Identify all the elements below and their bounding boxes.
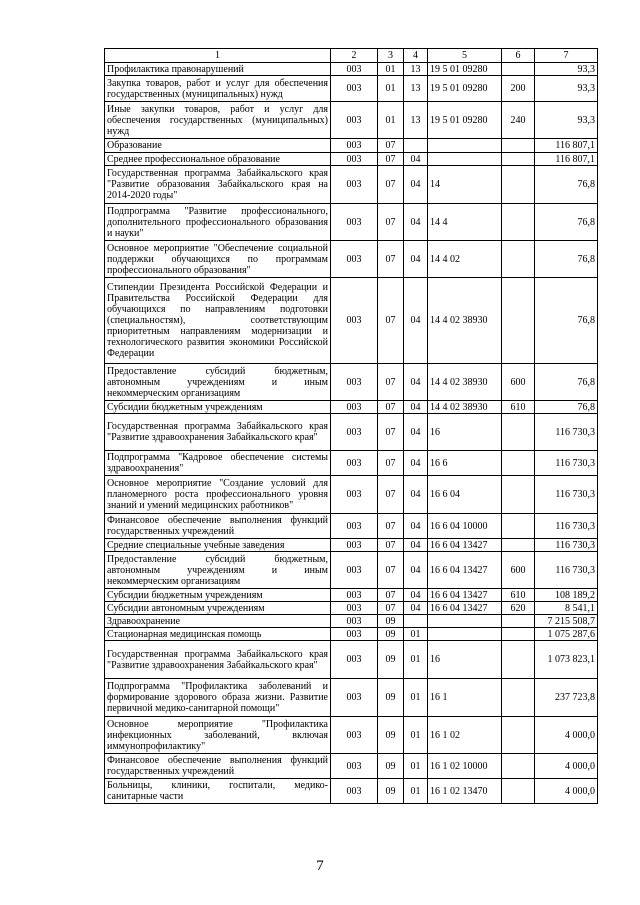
target-article-cell: 16 6 04 13427 <box>428 589 502 602</box>
subsection-code-cell: 01 <box>404 641 428 679</box>
ministry-code-cell: 003 <box>331 139 378 153</box>
section-code-cell: 09 <box>378 641 404 679</box>
item-name-cell: Государственная программа Забайкальского края "Развитие образования Забайкальского края на 2014-2020 годы" <box>105 166 331 204</box>
expense-type-cell <box>502 451 535 476</box>
item-name-cell: Субсидии бюджетным учреждениям <box>105 589 331 602</box>
expense-type-cell <box>502 779 535 804</box>
ministry-code-cell: 003 <box>331 241 378 278</box>
expense-type-cell <box>502 628 535 641</box>
table-row <box>105 589 598 602</box>
amount-cell: 76,8 <box>535 166 598 204</box>
section-code-cell: 09 <box>378 615 404 628</box>
ministry-code-cell: 003 <box>331 63 378 76</box>
section-code-cell: 01 <box>378 63 404 76</box>
target-article-cell <box>428 153 502 166</box>
ministry-code-cell: 003 <box>331 102 378 139</box>
ministry-code-cell: 003 <box>331 615 378 628</box>
subsection-code-cell: 01 <box>404 754 428 779</box>
header-cell: 3 <box>378 49 404 63</box>
target-article-cell: 16 <box>428 641 502 679</box>
budget-table <box>104 48 598 804</box>
expense-type-cell: 620 <box>502 602 535 615</box>
expense-type-cell <box>502 278 535 364</box>
target-article-cell <box>428 628 502 641</box>
target-article-cell: 16 6 04 13427 <box>428 539 502 552</box>
subsection-code-cell: 13 <box>404 76 428 102</box>
target-article-cell: 16 <box>428 414 502 451</box>
table-row <box>105 476 598 514</box>
section-code-cell: 01 <box>378 76 404 102</box>
section-code-cell: 07 <box>378 476 404 514</box>
table-row <box>105 628 598 641</box>
section-code-cell: 09 <box>378 754 404 779</box>
section-code-cell: 07 <box>378 139 404 153</box>
subsection-code-cell: 01 <box>404 679 428 717</box>
item-name-cell: Закупка товаров, работ и услуг для обеспечения государственных (муниципальных) нужд <box>105 76 331 102</box>
table-row <box>105 414 598 451</box>
header-cell: 7 <box>535 49 598 63</box>
item-name-cell: Больницы, клиники, госпитали, медико-санитарные части <box>105 779 331 804</box>
section-code-cell: 07 <box>378 602 404 615</box>
item-name-cell: Основное мероприятие "Создание условий для планомерного роста профессионального уровня знаний и умений медицинских работников" <box>105 476 331 514</box>
subsection-code-cell: 04 <box>404 552 428 589</box>
expense-type-cell: 240 <box>502 102 535 139</box>
header-cell: 6 <box>502 49 535 63</box>
table-row <box>105 204 598 241</box>
expense-type-cell: 600 <box>502 552 535 589</box>
subsection-code-cell: 04 <box>404 401 428 414</box>
amount-cell: 116 730,3 <box>535 539 598 552</box>
amount-cell: 108 189,2 <box>535 589 598 602</box>
item-name-cell: Предоставление субсидий бюджетным, автономным учреждениям и иным некоммерческим организациям <box>105 552 331 589</box>
expense-type-cell: 610 <box>502 401 535 414</box>
subsection-code-cell: 04 <box>404 476 428 514</box>
table-row <box>105 641 598 679</box>
subsection-code-cell <box>404 615 428 628</box>
target-article-cell: 16 6 04 13427 <box>428 602 502 615</box>
amount-cell: 76,8 <box>535 364 598 401</box>
amount-cell: 93,3 <box>535 63 598 76</box>
table-row <box>105 779 598 804</box>
section-code-cell: 07 <box>378 153 404 166</box>
amount-cell: 7 215 508,7 <box>535 615 598 628</box>
amount-cell: 116 807,1 <box>535 139 598 153</box>
ministry-code-cell: 003 <box>331 451 378 476</box>
amount-cell: 8 541,1 <box>535 602 598 615</box>
item-name-cell: Иные закупки товаров, работ и услуг для обеспечения государственных (муниципальных) нужд <box>105 102 331 139</box>
ministry-code-cell: 003 <box>331 589 378 602</box>
subsection-code-cell: 04 <box>404 364 428 401</box>
amount-cell: 4 000,0 <box>535 779 598 804</box>
amount-cell: 4 000,0 <box>535 754 598 779</box>
ministry-code-cell: 003 <box>331 602 378 615</box>
ministry-code-cell: 003 <box>331 204 378 241</box>
item-name-cell: Стационарная медицинская помощь <box>105 628 331 641</box>
target-article-cell: 16 6 04 <box>428 476 502 514</box>
item-name-cell: Образование <box>105 139 331 153</box>
item-name-cell: Профилактика правонарушений <box>105 63 331 76</box>
header-cell: 1 <box>105 49 331 63</box>
target-article-cell: 14 4 02 38930 <box>428 278 502 364</box>
expense-type-cell: 200 <box>502 76 535 102</box>
expense-type-cell <box>502 204 535 241</box>
amount-cell: 76,8 <box>535 401 598 414</box>
section-code-cell: 01 <box>378 102 404 139</box>
amount-cell: 116 730,3 <box>535 451 598 476</box>
item-name-cell: Основное мероприятие "Профилактика инфекционных заболеваний, включая иммунопрофилактику" <box>105 717 331 754</box>
section-code-cell: 09 <box>378 717 404 754</box>
amount-cell: 116 730,3 <box>535 514 598 539</box>
subsection-code-cell: 04 <box>404 278 428 364</box>
table-row <box>105 364 598 401</box>
item-name-cell: Предоставление субсидий бюджетным, автономным учреждениям и иным некоммерческим организациям <box>105 364 331 401</box>
target-article-cell <box>428 615 502 628</box>
expense-type-cell <box>502 63 535 76</box>
expense-type-cell <box>502 241 535 278</box>
section-code-cell: 09 <box>378 628 404 641</box>
amount-cell: 93,3 <box>535 76 598 102</box>
ministry-code-cell: 003 <box>331 539 378 552</box>
amount-cell: 116 730,3 <box>535 414 598 451</box>
table-row <box>105 76 598 102</box>
table-row <box>105 679 598 717</box>
subsection-code-cell: 13 <box>404 102 428 139</box>
table-row <box>105 552 598 589</box>
section-code-cell: 07 <box>378 539 404 552</box>
item-name-cell: Здравоохранение <box>105 615 331 628</box>
table-row <box>105 451 598 476</box>
amount-cell: 116 730,3 <box>535 552 598 589</box>
item-name-cell: Основное мероприятие "Обеспечение социальной поддержки обучающихся по программам профессионального образования" <box>105 241 331 278</box>
expense-type-cell <box>502 139 535 153</box>
amount-cell: 76,8 <box>535 204 598 241</box>
ministry-code-cell: 003 <box>331 552 378 589</box>
target-article-cell: 14 4 02 38930 <box>428 401 502 414</box>
subsection-code-cell: 04 <box>404 589 428 602</box>
item-name-cell: Среднее профессиональное образование <box>105 153 331 166</box>
item-name-cell: Финансовое обеспечение выполнения функций государственных учреждений <box>105 754 331 779</box>
table-row <box>105 153 598 166</box>
section-code-cell: 07 <box>378 166 404 204</box>
target-article-cell: 19 5 01 09280 <box>428 76 502 102</box>
subsection-code-cell: 04 <box>404 414 428 451</box>
target-article-cell: 19 5 01 09280 <box>428 63 502 76</box>
table-header-row <box>105 49 598 63</box>
subsection-code-cell: 01 <box>404 628 428 641</box>
expense-type-cell <box>502 679 535 717</box>
header-cell: 5 <box>428 49 502 63</box>
table-row <box>105 754 598 779</box>
subsection-code-cell: 04 <box>404 514 428 539</box>
ministry-code-cell: 003 <box>331 514 378 539</box>
item-name-cell: Подпрограмма "Профилактика заболеваний и формирование здорового образа жизни. Развитие первичной медико-санитарной помощи" <box>105 679 331 717</box>
table-row <box>105 717 598 754</box>
table-row <box>105 602 598 615</box>
item-name-cell: Подпрограмма "Развитие профессионального, дополнительного профессионального образования и науки" <box>105 204 331 241</box>
item-name-cell: Государственная программа Забайкальского края "Развитие здравоохранения Забайкальского края" <box>105 414 331 451</box>
table-row <box>105 102 598 139</box>
subsection-code-cell: 13 <box>404 63 428 76</box>
expense-type-cell <box>502 615 535 628</box>
item-name-cell: Финансовое обеспечение выполнения функций государственных учреждений <box>105 514 331 539</box>
table-row <box>105 278 598 364</box>
section-code-cell: 07 <box>378 278 404 364</box>
target-article-cell: 16 6 <box>428 451 502 476</box>
ministry-code-cell: 003 <box>331 364 378 401</box>
section-code-cell: 07 <box>378 589 404 602</box>
ministry-code-cell: 003 <box>331 76 378 102</box>
ministry-code-cell: 003 <box>331 414 378 451</box>
target-article-cell: 14 4 02 38930 <box>428 364 502 401</box>
amount-cell: 237 723,8 <box>535 679 598 717</box>
table-row <box>105 63 598 76</box>
amount-cell: 116 807,1 <box>535 153 598 166</box>
ministry-code-cell: 003 <box>331 754 378 779</box>
section-code-cell: 07 <box>378 364 404 401</box>
expense-type-cell <box>502 717 535 754</box>
section-code-cell: 09 <box>378 779 404 804</box>
table-row <box>105 615 598 628</box>
expense-type-cell <box>502 166 535 204</box>
section-code-cell: 07 <box>378 451 404 476</box>
expense-type-cell: 610 <box>502 589 535 602</box>
target-article-cell: 14 4 02 <box>428 241 502 278</box>
amount-cell: 76,8 <box>535 241 598 278</box>
expense-type-cell <box>502 641 535 679</box>
item-name-cell: Стипендии Президента Российской Федерации и Правительства Российской Федерации для обучающихся по направлениям подготовки (специальностям), соответствующим приоритетным направлениям модернизации и технологического развития экономики Российской Федерации <box>105 278 331 364</box>
ministry-code-cell: 003 <box>331 679 378 717</box>
target-article-cell: 16 1 02 10000 <box>428 754 502 779</box>
target-article-cell: 14 4 <box>428 204 502 241</box>
ministry-code-cell: 003 <box>331 641 378 679</box>
section-code-cell: 07 <box>378 204 404 241</box>
target-article-cell <box>428 139 502 153</box>
table-row <box>105 139 598 153</box>
section-code-cell: 07 <box>378 552 404 589</box>
subsection-code-cell: 01 <box>404 717 428 754</box>
section-code-cell: 09 <box>378 679 404 717</box>
item-name-cell: Субсидии бюджетным учреждениям <box>105 401 331 414</box>
ministry-code-cell: 003 <box>331 401 378 414</box>
expense-type-cell <box>502 153 535 166</box>
target-article-cell: 16 1 <box>428 679 502 717</box>
ministry-code-cell: 003 <box>331 166 378 204</box>
section-code-cell: 07 <box>378 414 404 451</box>
subsection-code-cell: 04 <box>404 204 428 241</box>
ministry-code-cell: 003 <box>331 476 378 514</box>
ministry-code-cell: 003 <box>331 628 378 641</box>
subsection-code-cell: 04 <box>404 539 428 552</box>
subsection-code-cell: 04 <box>404 451 428 476</box>
subsection-code-cell <box>404 139 428 153</box>
table-row <box>105 514 598 539</box>
ministry-code-cell: 003 <box>331 153 378 166</box>
expense-type-cell <box>502 476 535 514</box>
subsection-code-cell: 04 <box>404 602 428 615</box>
table-row <box>105 539 598 552</box>
ministry-code-cell: 003 <box>331 717 378 754</box>
amount-cell: 93,3 <box>535 102 598 139</box>
expense-type-cell <box>502 514 535 539</box>
amount-cell: 4 000,0 <box>535 717 598 754</box>
table-row <box>105 241 598 278</box>
amount-cell: 116 730,3 <box>535 476 598 514</box>
subsection-code-cell: 01 <box>404 779 428 804</box>
table-row <box>105 166 598 204</box>
target-article-cell: 16 1 02 13470 <box>428 779 502 804</box>
item-name-cell: Государственная программа Забайкальского края "Развитие здравоохранения Забайкальского края" <box>105 641 331 679</box>
page-number: 7 <box>316 858 324 874</box>
target-article-cell: 19 5 01 09280 <box>428 102 502 139</box>
subsection-code-cell: 04 <box>404 166 428 204</box>
table-row <box>105 401 598 414</box>
section-code-cell: 07 <box>378 241 404 278</box>
header-cell: 2 <box>331 49 378 63</box>
section-code-cell: 07 <box>378 401 404 414</box>
item-name-cell: Средние специальные учебные заведения <box>105 539 331 552</box>
expense-type-cell <box>502 414 535 451</box>
expense-type-cell <box>502 754 535 779</box>
header-cell: 4 <box>404 49 428 63</box>
subsection-code-cell: 04 <box>404 153 428 166</box>
section-code-cell: 07 <box>378 514 404 539</box>
amount-cell: 1 075 287,6 <box>535 628 598 641</box>
target-article-cell: 16 1 02 <box>428 717 502 754</box>
subsection-code-cell: 04 <box>404 241 428 278</box>
item-name-cell: Субсидии автономным учреждениям <box>105 602 331 615</box>
amount-cell: 76,8 <box>535 278 598 364</box>
expense-type-cell <box>502 539 535 552</box>
ministry-code-cell: 003 <box>331 779 378 804</box>
target-article-cell: 16 6 04 10000 <box>428 514 502 539</box>
expense-type-cell: 600 <box>502 364 535 401</box>
item-name-cell: Подпрограмма "Кадровое обеспечение системы здравоохранения" <box>105 451 331 476</box>
target-article-cell: 14 <box>428 166 502 204</box>
amount-cell: 1 073 823,1 <box>535 641 598 679</box>
target-article-cell: 16 6 04 13427 <box>428 552 502 589</box>
ministry-code-cell: 003 <box>331 278 378 364</box>
